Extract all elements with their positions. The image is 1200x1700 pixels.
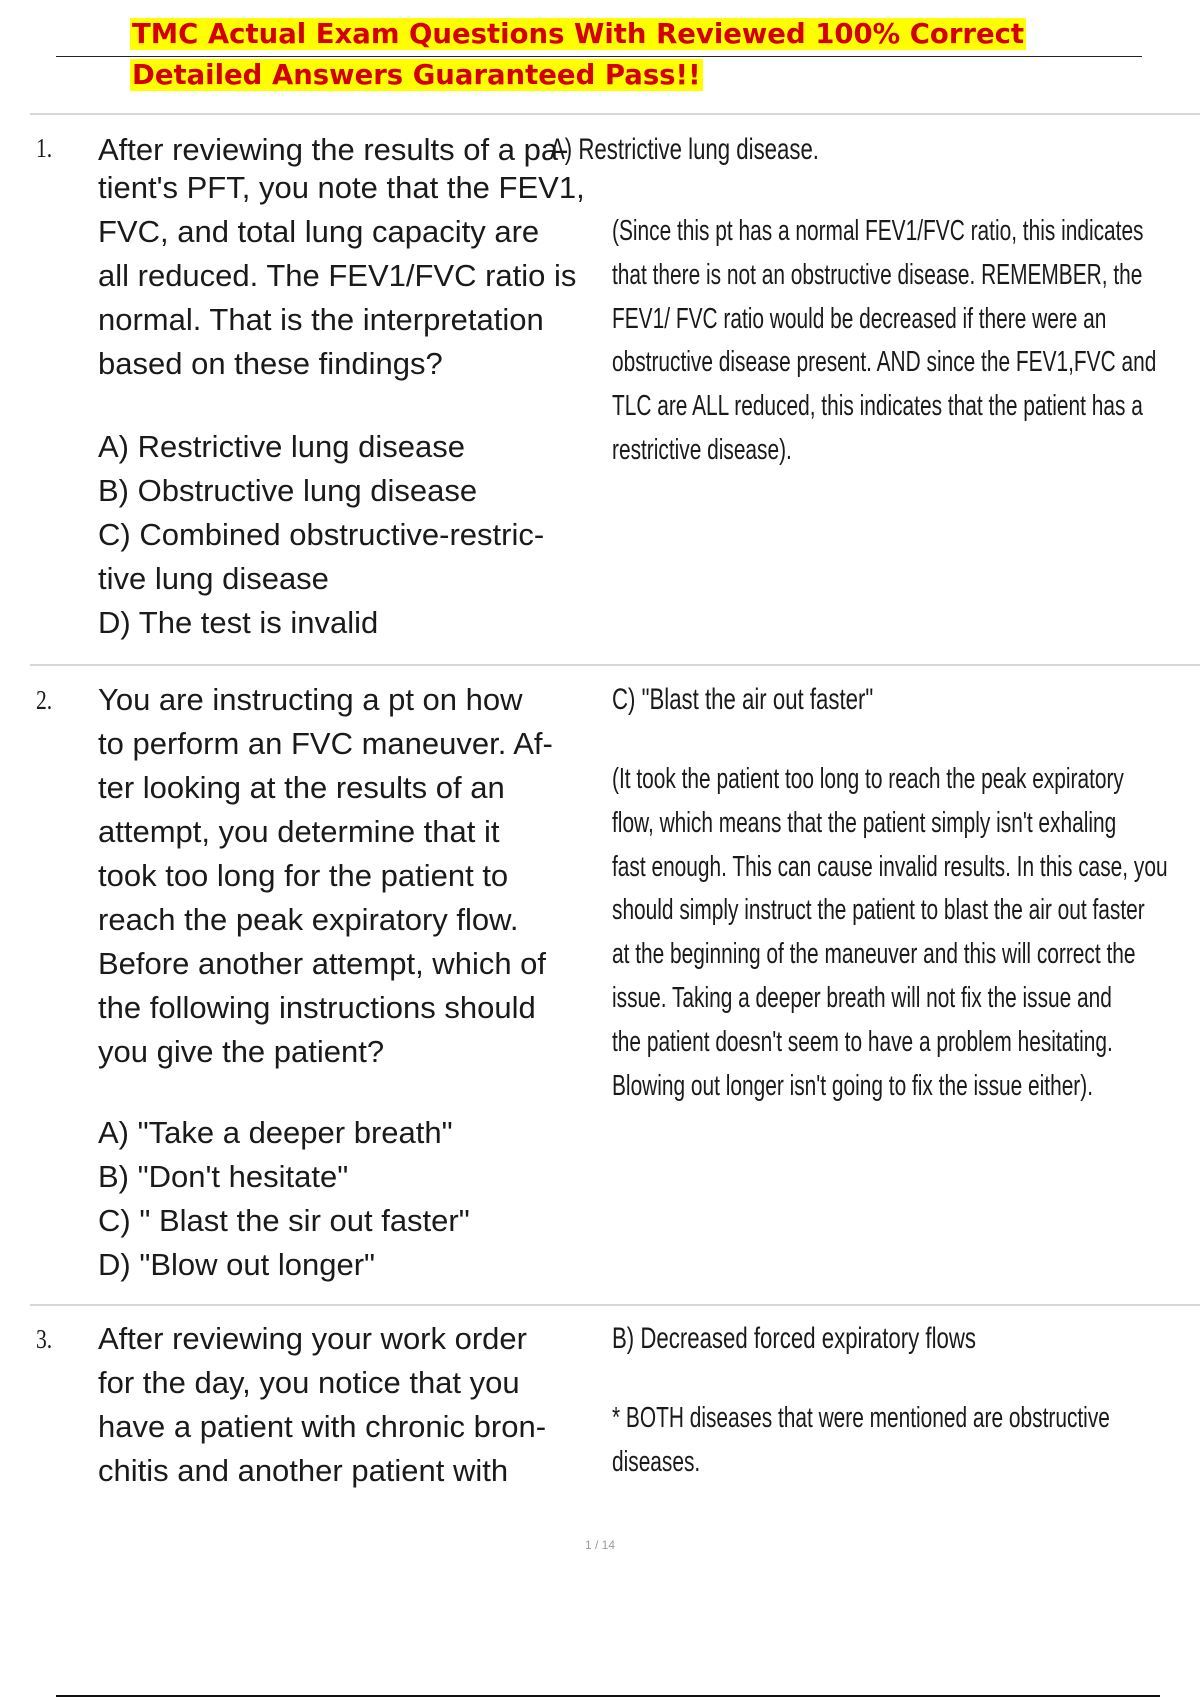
question-line: to perform an FVC maneuver. Af- [98, 726, 553, 761]
explanation-line: (It took the patient too long to reach the peak expiratory [612, 763, 1124, 795]
question-line: attempt, you determine that it [98, 814, 500, 849]
question-line: you give the patient? [98, 1034, 385, 1069]
answer-text: C) "Blast the air out faster" [612, 683, 874, 716]
explanation-line: fast enough. This can cause invalid results. In this case, you [612, 850, 1168, 883]
document-header [56, 14, 1142, 96]
explanation-line: diseases. [612, 1445, 701, 1478]
title-line-2: Detailed Answers Guaranteed Pass!! [132, 59, 701, 91]
question-line: have a patient with chronic bron- [98, 1409, 547, 1444]
option-d: D) "Blow out longer" [98, 1247, 376, 1282]
question-lead: After reviewing the results of a pa- [98, 132, 569, 167]
section-divider [30, 113, 1200, 115]
explanation-line: TLC are ALL reduced, this indicates that the patient has a [612, 390, 1143, 423]
explanation-line: issue. Taking a deeper breath will not fix the issue and [612, 981, 1112, 1014]
question-line: took too long for the patient to [98, 858, 509, 893]
question-line: normal. That is the interpretation [98, 302, 544, 337]
question-number: 1. [36, 133, 53, 163]
explanation-text [612, 210, 1188, 473]
page-number: 1 / 14 [584, 1538, 616, 1552]
answer-text: A) Restrictive lung disease. [550, 133, 819, 166]
explanation-line: that there is not an obstructive disease. REMEMBER, the [612, 258, 1143, 291]
section-divider [30, 1304, 1200, 1306]
explanation-line: FEV1/ FVC ratio would be decreased if there were an [612, 302, 1107, 335]
question-line: ter looking at the results of an [98, 770, 505, 805]
option-d: D) The test is invalid [98, 605, 379, 640]
question-line: all reduced. The FEV1/FVC ratio is [98, 258, 577, 293]
explanation-text [612, 758, 1188, 1108]
question-text [98, 678, 608, 1074]
question-line: chitis and another patient with [98, 1453, 509, 1488]
question-line: based on these findings? [98, 346, 443, 381]
answer-options [98, 1111, 608, 1287]
question-line: reach the peak expiratory flow. [98, 902, 519, 937]
explanation-line: at the beginning of the maneuver and this will correct the [612, 938, 1136, 971]
explanation-line: Blowing out longer isn't going to fix the issue either). [612, 1069, 1094, 1102]
section-divider [30, 664, 1200, 666]
option-a: A) "Take a deeper breath" [98, 1115, 453, 1150]
explanation-line: restrictive disease). [612, 433, 792, 466]
option-c: C) " Blast the sir out faster" [98, 1203, 470, 1238]
question-line: FVC, and total lung capacity are [98, 214, 540, 249]
explanation-text [612, 1397, 1188, 1485]
answer-options [98, 425, 608, 645]
option-c-continued: tive lung disease [98, 561, 329, 596]
question-line: After reviewing your work order [98, 1321, 527, 1356]
explanation-line: obstructive disease present. AND since the FEV1,FVC and [612, 346, 1157, 379]
question-line: for the day, you notice that you [98, 1365, 520, 1400]
question-line: Before another attempt, which of [98, 946, 547, 981]
document-title [130, 14, 1050, 96]
question-number: 3. [36, 1324, 53, 1354]
option-b: B) "Don't hesitate" [98, 1159, 349, 1194]
option-c: C) Combined obstructive-restric- [98, 517, 545, 552]
footer-rule [56, 1695, 1160, 1697]
option-a: A) Restrictive lung disease [98, 429, 465, 464]
question-text [98, 166, 608, 386]
explanation-line: flow, which means that the patient simply isn't exhaling [612, 806, 1117, 839]
title-line-1: TMC Actual Exam Questions With Reviewed 100% Correct [132, 18, 1025, 50]
question-line: You are instructing a pt on how [98, 682, 523, 717]
explanation-line: the patient doesn't seem to have a problem hesitating. [612, 1025, 1113, 1058]
option-b: B) Obstructive lung disease [98, 473, 478, 508]
question-number: 2. [36, 685, 53, 715]
explanation-line: * BOTH diseases that were mentioned are obstructive [612, 1402, 1110, 1434]
explanation-line: should simply instruct the patient to blast the air out faster [612, 894, 1145, 927]
question-line: tient's PFT, you note that the FEV1, [98, 170, 585, 205]
answer-text: B) Decreased forced expiratory flows [612, 1322, 976, 1355]
question-line: the following instructions should [98, 990, 536, 1025]
explanation-line: (Since this pt has a normal FEV1/FVC ratio, this indicates [612, 215, 1144, 247]
question-text [98, 1317, 608, 1493]
